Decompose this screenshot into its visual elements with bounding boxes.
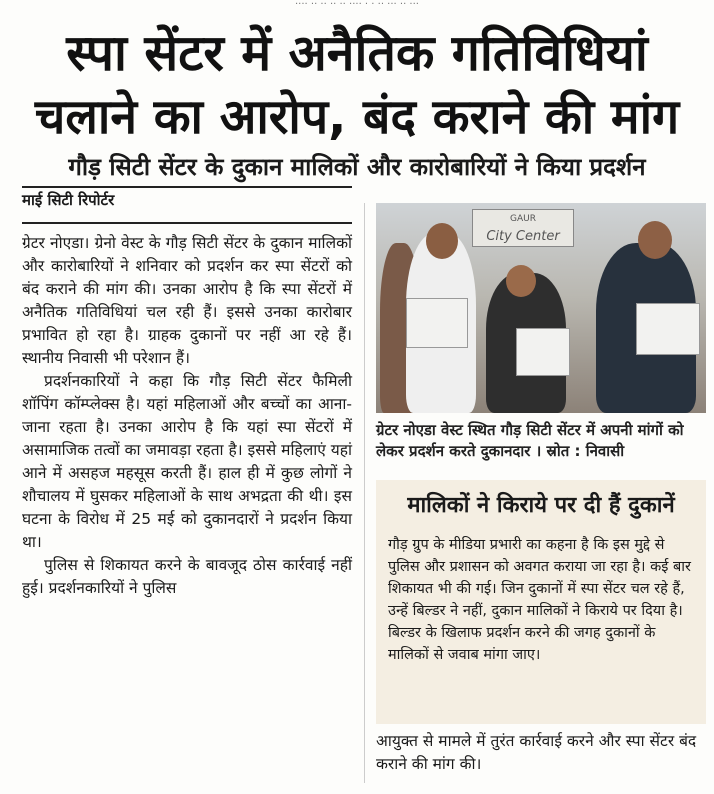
person-head-1 — [426, 223, 458, 259]
paragraph-1: ग्रेटर नोएडा। ग्रेनो वेस्ट के गौड़ सिटी सेंटर के दुकान मालिकों और कारोबारियों ने शनिवार को प्रदर्शन कर स्पा सेंटरों को बंद कराने की मांग की। उनका आरोप है कि स्पा सेंटरों में अनैतिक गतिविधियां चल रही हैं। इससे उनका कारोबार प्रभावित हो रहा है। ग्राहक दुकानों पर नहीं आ रहे हैं। स्थानीय निवासी भी परेशान हैं। — [22, 234, 352, 367]
paragraph-3: पुलिस से शिकायत करने के बावजूद ठोस कार्रवाई नहीं हुई। प्रदर्शनकारियों ने पुलिस — [22, 556, 352, 597]
column-divider — [364, 203, 365, 783]
article-body — [22, 232, 352, 600]
protest-photo — [376, 203, 706, 413]
sign-line-2: City Center — [486, 229, 560, 244]
photo-caption: ग्रेटर नोएडा वेस्ट स्थित गौड़ सिटी सेंटर में अपनी मांगों को लेकर प्रदर्शन करते दुकानदार । स्रोत : निवासी — [376, 421, 684, 460]
headline-line-2: चलाने का आरोप, बंद कराने की मांग — [34, 89, 680, 145]
byline-rule-top — [22, 186, 352, 188]
top-strip-text: ···· ·· ·· ·· ·· ···· · · ·· ··· ·· ··· — [295, 0, 419, 10]
paragraph-2: प्रदर्शनकारियों ने कहा कि गौड़ सिटी सेंटर फैमिली शॉपिंग कॉम्प्लेक्स है। यहां महिलाओं और बच्चों का आना-जाना रहता है। उनका आरोप है कि यहां स्पा सेंटरों में असामाजिक तत्वों का जमावड़ा रहता है। इससे महिलाएं यहां आने में असहज महसूस करती हैं। हाल ही में कुछ लोगों ने शौचालय में घुसकर महिलाओं के साथ अभद्रता की थी। इस घटना के विरोध में 25 मई को दुकानदारों ने प्रदर्शन किया था। — [22, 372, 352, 551]
sidebar-text: गौड़ ग्रुप के मीडिया प्रभारी का कहना है कि इस मुद्दे से पुलिस और प्रशासन को अवगत कराया जा रहा है। कई बार शिकायत भी की गई। जिन दुकानों में स्पा सेंटर चल रहे हैं, उन्हें बिल्डर ने नहीं, दुकान मालिकों ने किराये पर दिया है। बिल्डर के खिलाफ प्रदर्शन करने की जगह दुकानों के मालिकों से जवाब मांगा जाए। — [388, 537, 691, 663]
byline: माई सिटी रिपोर्टर — [22, 191, 115, 209]
sidebar-title: मालिकों ने किराये पर दी हैं दुकानें — [407, 493, 675, 518]
continuation-text: आयुक्त से मामले में तुरंत कार्रवाई करने और स्पा सेंटर बंद कराने की मांग की। — [376, 732, 697, 773]
sign-line-1: GAUR — [510, 214, 536, 224]
person-head-3 — [638, 221, 672, 259]
placard-2 — [516, 328, 570, 376]
placard-3 — [636, 303, 700, 355]
headline-line-1: स्पा सेंटर में अनैतिक गतिविधियां — [66, 24, 648, 82]
city-center-sign — [472, 209, 574, 247]
placard-1 — [406, 298, 468, 348]
subheadline: गौड़ सिटी सेंटर के दुकान मालिकों और कारोबारियों ने किया प्रदर्शन — [68, 153, 646, 181]
sidebar-box — [376, 480, 706, 724]
person-head-2 — [506, 265, 536, 297]
byline-rule-bottom — [22, 222, 352, 224]
